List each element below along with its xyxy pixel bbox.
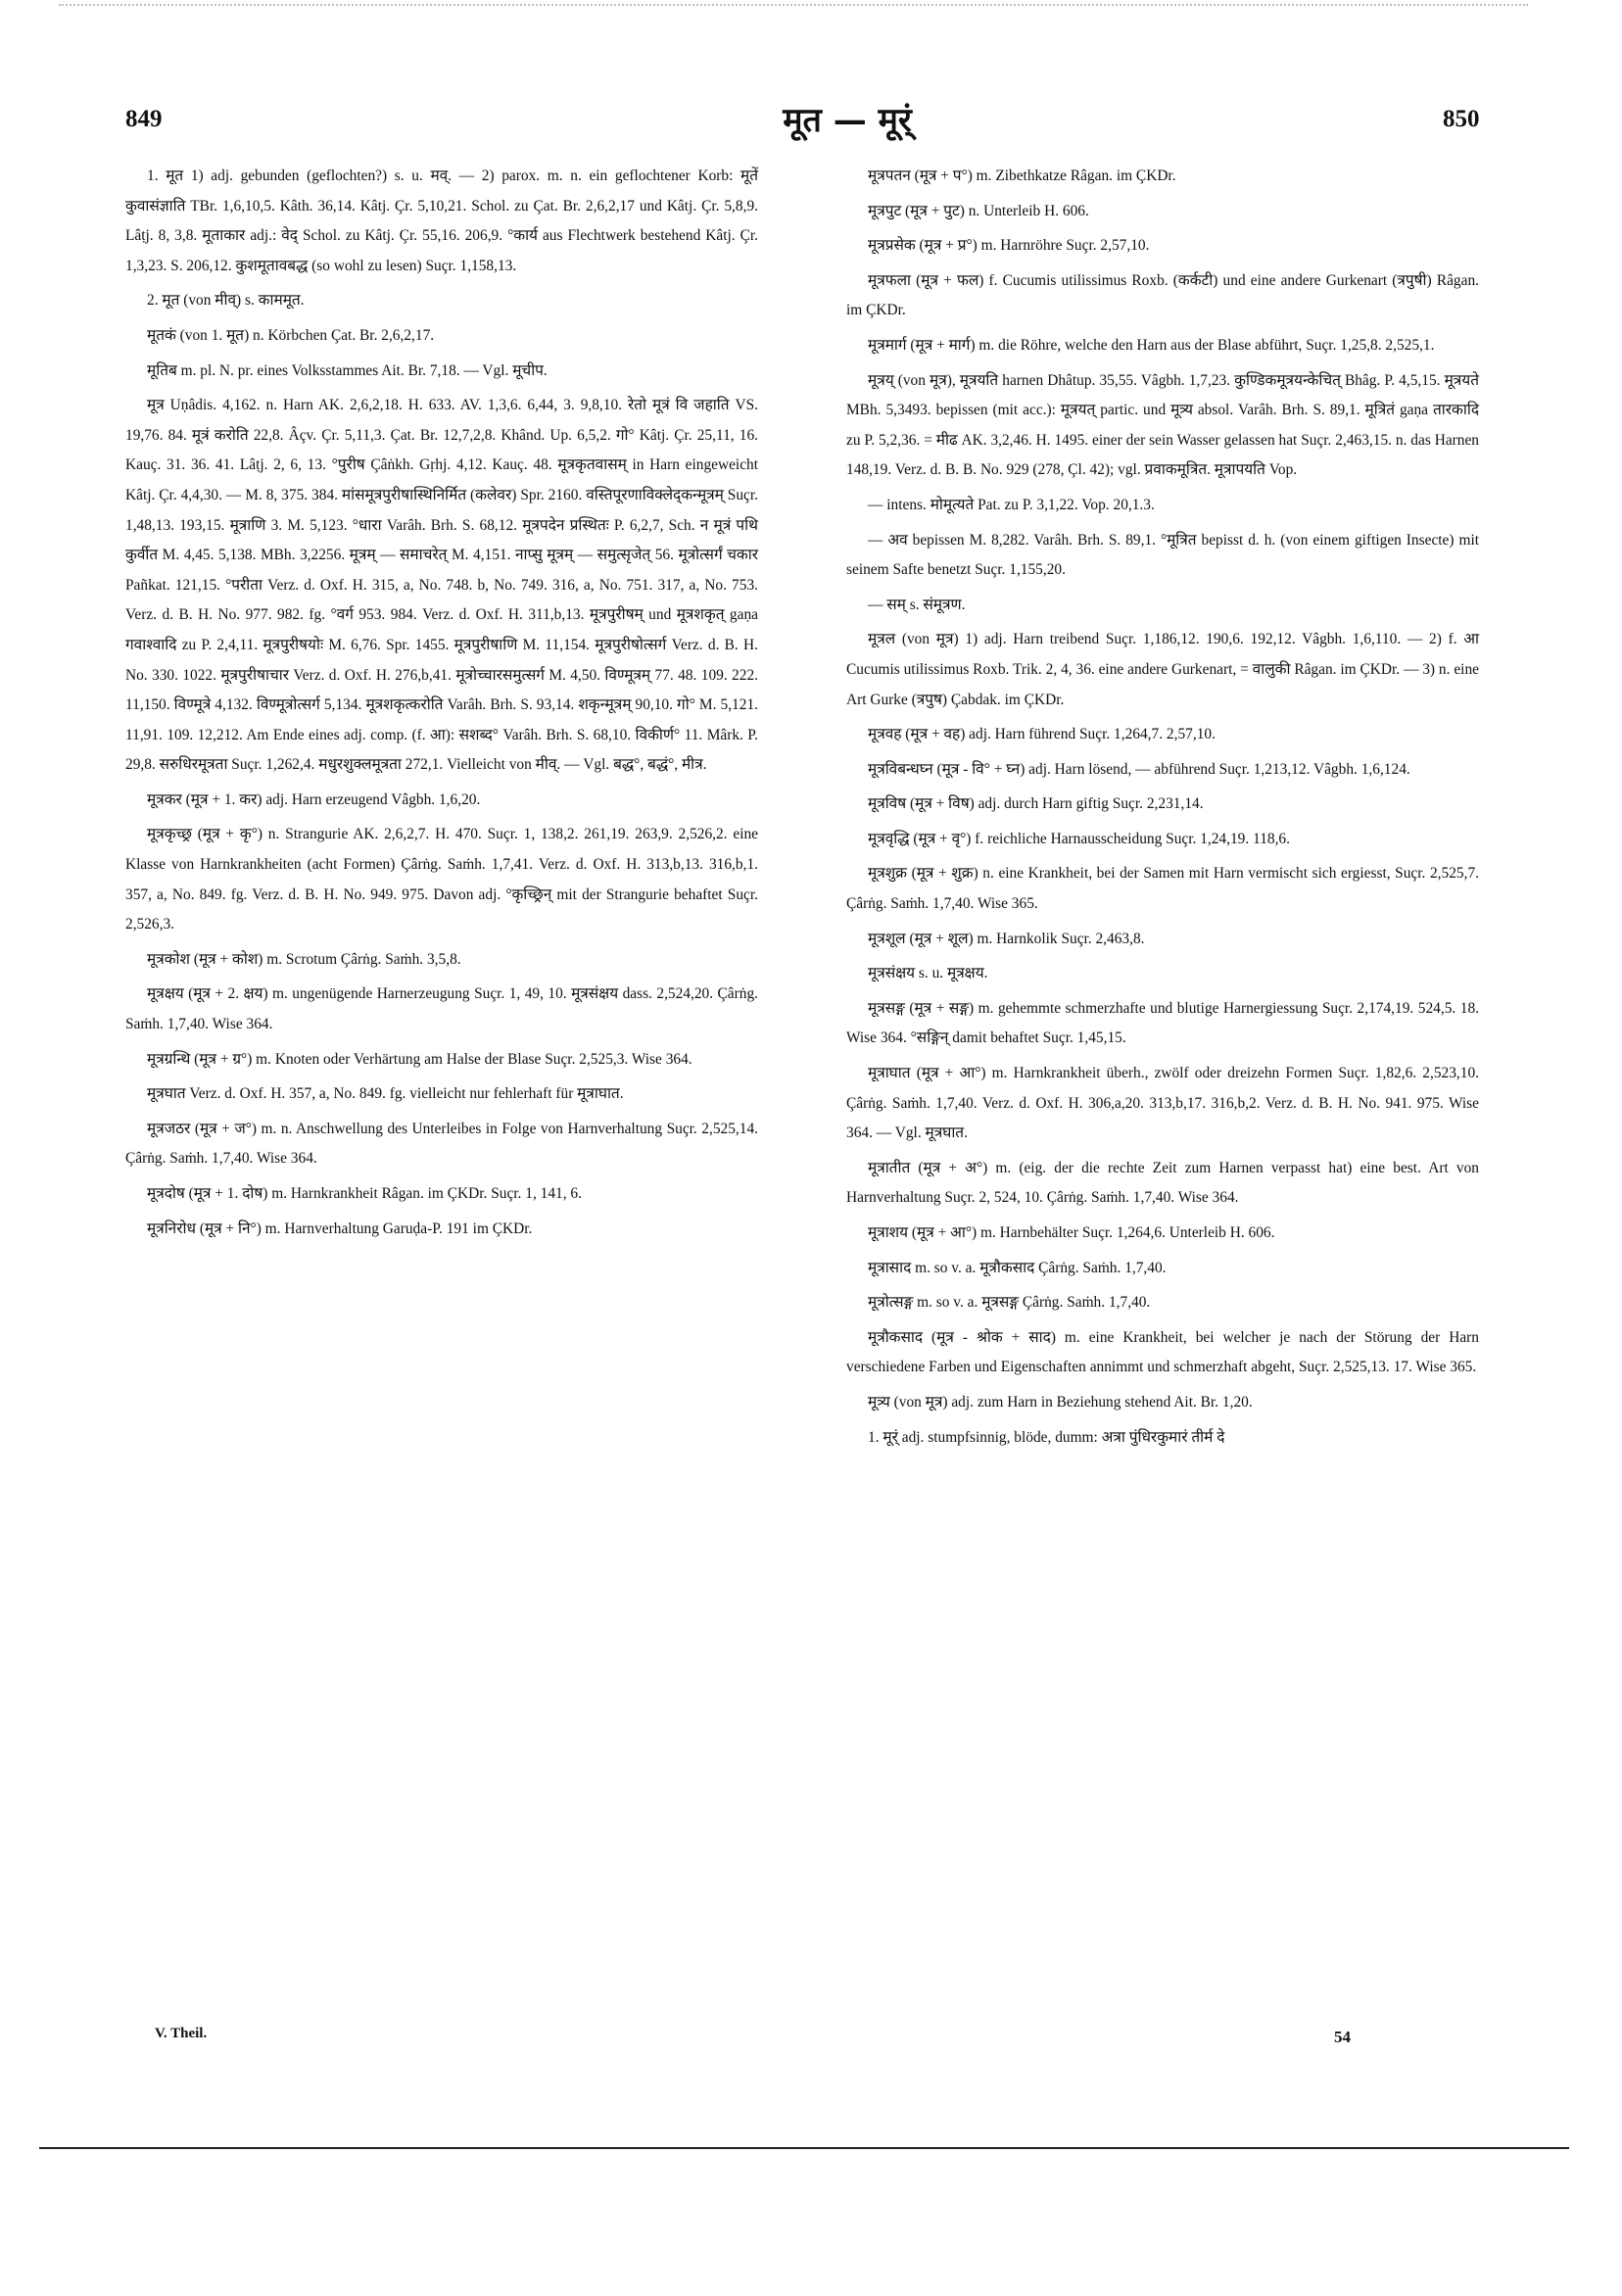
dictionary-entry: मूत्रदोष (मूत्र + 1. दोष) m. Harnkrankheit Râgan. im ÇKDr. Suçr. 1, 141, 6. (147, 1185, 582, 1202)
dictionary-entry: मूत्रशुक्र (मूत्र + शुक्र) n. eine Krankheit, bei der Samen mit Harn vermischt sich ergiesst, Suçr. 2,525,7. Çârṅg. Saṁh. 1,7,40. Wise 365. (846, 865, 1479, 913)
dictionary-entry: — सम् s. संमूत्रण. (868, 596, 966, 613)
dictionary-entry: मूत्रासाद m. so v. a. मूत्रौकसाद Çârṅg. Saṁh. 1,7,40. (868, 1259, 1167, 1276)
left-column (125, 162, 758, 1244)
bottom-rule (39, 2147, 1569, 2149)
dictionary-entry: मूत्राशय (मूत्र + आ°) m. Harnbehälter Suçr. 1,264,6. Unterleib H. 606. (868, 1224, 1275, 1241)
dictionary-entry: मूतिब m. pl. N. pr. eines Volksstammes Ait. Br. 7,18. — Vgl. मूचीप. (147, 361, 548, 379)
dictionary-entry: मूत्रय् (von मूत्र), मूत्रयति harnen Dhâtup. 35,55. Vâgbh. 1,7,23. कुण्डिकमूत्रयन्केचित् Bhâg. P. 4,5,15. मूत्रयते MBh. 5,3493. bepissen (mit acc.): मूत्रयत् partic. und मूत्र्य absol. Varâh. Brh. S. 89,1. मूत्रितं gaṇa तारकादि zu P. 5,2,36. = मीढ AK. 3,2,46. H. 1495. einer der sein Wasser gelassen hat Suçr. 2,463,15. n. das Harnen 148,19. Verz. d. B. B. No. 929 (278, Çl. 42); vgl. प्रवाकमूत्रित. मूत्रापयति Vop. (846, 371, 1479, 479)
dictionary-entry: मूत्रौकसाद (मूत्र - श्रोक + साद) m. eine Krankheit, bei welcher je nach der Störung der Harn verschiedene Farben und Eigenschaften annimmt und schmerzhaft abgeht, Suçr. 2,525,13. 17. Wise 365. (846, 1328, 1479, 1376)
dictionary-entry: मूत्रपुट (मूत्र + पुट) n. Unterleib H. 606. (868, 202, 1089, 219)
dictionary-entry: मूत्रक्षय (मूत्र + 2. क्षय) m. ungenügende Harnerzeugung Suçr. 1, 49, 10. मूत्रसंक्षय dass. 2,524,20. Çârṅg. Saṁh. 1,7,40. Wise 364. (125, 985, 758, 1033)
left-page-number: 849 (125, 106, 163, 132)
dictionary-entry: मूत्रसंक्षय s. u. मूत्रक्षय. (868, 965, 988, 982)
dictionary-entry: मूत्रफला (मूत्र + फल) f. Cucumis utilissimus Roxb. (कर्कटी) und eine andere Gurkenart (त्रपुषी) Râgan. im ÇKDr. (846, 271, 1479, 319)
dictionary-entry: मूतकं (von 1. मूत) n. Körbchen Çat. Br. 2,6,2,17. (147, 326, 435, 344)
right-page-number: 850 (1443, 106, 1480, 132)
scan-edge-artifact (59, 4, 1528, 6)
dictionary-entry: 2. मूत (von मीव्) s. काममूत. (147, 292, 305, 310)
dictionary-entry: मूत्रवृद्धि (मूत्र + वृ°) f. reichliche Harnausscheidung Suçr. 1,24,19. 118,6. (868, 830, 1290, 847)
right-column (846, 162, 1479, 1453)
dictionary-entry: मूत्रकर (मूत्र + 1. कर) adj. Harn erzeugend Vâgbh. 1,6,20. (147, 790, 481, 808)
signature-mark: 54 (1334, 2028, 1351, 2046)
dictionary-entry: मूत्रकोश (मूत्र + कोश) m. Scrotum Çârṅg. Saṁh. 3,5,8. (147, 950, 461, 968)
volume-mark: V. Theil. (155, 2026, 208, 2041)
dictionary-entry: मूत्रविष (मूत्र + विष) adj. durch Harn giftig Suçr. 2,231,14. (868, 795, 1204, 813)
running-title: मूत — मूर्ं (783, 101, 912, 140)
dictionary-entry: मूत्रविबन्धघ्न (मूत्र - वि° + घ्न) adj. Harn lösend, — abführend Suçr. 1,213,12. Vâgbh. 1,6,124. (868, 760, 1410, 778)
dictionary-entry: मूत्रग्रन्थि (मूत्र + ग्र°) m. Knoten oder Verhärtung am Halse der Blase Suçr. 2,525,3. Wise 364. (147, 1050, 692, 1068)
dictionary-entry: — अव bepissen M. 8,282. Varâh. Brh. S. 89,1. °मूत्रित bepisst d. h. (von einem giftigen Insecte) mit seinem Safte benetzt Suçr. 1,155,20. (846, 531, 1479, 579)
dictionary-entry: मूत्रोत्सङ्ग m. so v. a. मूत्रसङ्ग Çârṅg. Saṁh. 1,7,40. (868, 1294, 1151, 1312)
dictionary-entry: मूत्रपतन (मूत्र + प°) m. Zibethkatze Râgan. im ÇKDr. (868, 167, 1176, 184)
dictionary-entry: मूत्रमार्ग (मूत्र + मार्ग) m. die Röhre, welche den Harn aus der Blase abführt, Suçr. 1,25,8. 2,525,1. (868, 336, 1435, 354)
dictionary-entry: मूत्रकृच्छ्र (मूत्र + कृ°) n. Strangurie AK. 2,6,2,7. H. 470. Suçr. 1, 138,2. 261,19. 263,9. 2,526,2. eine Klasse von Harnkrankheiten (acht Formen) Çârṅg. Saṁh. 1,7,41. Verz. d. Oxf. H. 313,b,13. 316,b,1. 357, a, No. 849. fg. Verz. d. B. H. No. 949. 975. Davon adj. °कृच्छ्रिन् mit der Strangurie behaftet Suçr. 2,526,3. (125, 826, 758, 933)
dictionary-entry: मूत्रनिरोध (मूत्र + नि°) m. Harnverhaltung Garuḍa-P. 191 im ÇKDr. (147, 1220, 533, 1237)
dictionary-entry: मूत्रसङ्ग (मूत्र + सङ्ग) m. gehemmte schmerzhafte und blutige Harnergiessung Suçr. 2,174,19. 524,5. 18. Wise 364. °सङ्गिन् damit behaftet Suçr. 1,45,15. (846, 999, 1479, 1047)
dictionary-entry: मूत्रजठर (मूत्र + ज°) m. n. Anschwellung des Unterleibes in Folge von Harnverhaltung Suçr. 2,525,14. Çârṅg. Saṁh. 1,7,40. Wise 364. (125, 1120, 758, 1168)
dictionary-entry: मूत्रघात Verz. d. Oxf. H. 357, a, No. 849. fg. vielleicht nur fehlerhaft für मूत्राघात. (147, 1085, 624, 1103)
dictionary-entry: मूत्र Uṇâdis. 4,162. n. Harn AK. 2,6,2,18. H. 633. AV. 1,3,6. 6,44, 3. 9,8,10. रेतो मूत्रं वि जहाति VS. 19,76. 84. मूत्रं करोति 22,8. Âçv. Çr. 5,11,3. Çat. Br. 12,7,2,8. Khând. Up. 6,5,2. गो° Kâtj. Çr. 25,11, 16. Kauç. 31. 36. 41. Lâṭj. 2, 6, 13. °पुरीष Çâṅkh. Gṛhj. 4,12. Kauç. 48. मूत्रकृतवासम् in Harn eingeweicht Kâtj. Çr. 4,4,30. — M. 8, 375. 384. मांसमूत्रपुरीषास्थिनिर्मित (कलेवर) Spr. 2160. वस्तिपूरणाविक्लेद्कन्मूत्रम् Suçr. 1,48,13. 193,15. मूत्राणि 3. M. 5,123. °धारा Varâh. Brh. S. 68,12. मूत्रपदेन प्रस्थितः P. 6,2,7, Sch. न मूत्रं पथि कुर्वीत M. 4,45. 5,138. MBh. 3,2256. मूत्रम् — समाचरेत् M. 4,151. नाप्सु मूत्रम् — समुत्सृजेत् 56. मूत्रोत्सर्गं चकार Pañkat. 121,15. °परीता Verz. d. Oxf. H. 315, a, No. 748. b, No. 749. 316, a, No. 751. 317, a, No. 753. Verz. d. B. H. No. 977. 982. fg. °वर्ग 953. 984. Verz. d. Oxf. H. 311,b,13. मूत्रपुरीषम् und मूत्रशकृत् gaṇa गवाश्वादि zu P. 2,4,11. मूत्रपुरीषयोः M. 6,76. Spr. 1455. मूत्रपुरीषाणि M. 11,154. मूत्रपुरीषोत्सर्ग Verz. d. B. H. No. 330. 1022. मूत्रपुरीषाचार Verz. d. Oxf. H. 276,b,41. मूत्रोच्चारसमुत्सर्ग M. 4,50. विण्मूत्रम् 77. 48. 109. 222. 11,150. विण्मूत्रे 4,132. विण्मूत्रोत्सर्ग 5,134. मूत्रशकृत्करोति Varâh. Brh. S. 93,14. शकृन्मूत्रम् 90,10. गो° M. 5,121. 11,91. 109. 12,212. Am Ende eines adj. comp. (f. आ): सशब्द° Varâh. Brh. S. 68,10. विकीर्ण° 11. Mârk. P. 29,8. सरुधिरमूत्रता Suçr. 1,262,4. मधुरशुक्लमूत्रता 272,1. Vielleicht von मीव्. — Vgl. बद्ध°, बद्धं°, मीत्र. (125, 397, 758, 774)
dictionary-entry: मूत्र्य (von मूत्र) adj. zum Harn in Beziehung stehend Ait. Br. 1,20. (868, 1393, 1253, 1411)
dictionary-entry: मूत्रातीत (मूत्र + अ°) m. (eig. der die rechte Zeit zum Harnen verpasst hat) eine best. Art von Harnverhaltung Suçr. 2, 524, 10. Çârṅg. Saṁh. 1,7,40. Wise 364. (846, 1159, 1479, 1207)
dictionary-entry: — intens. मोमूत्यते Pat. zu P. 3,1,22. Vop. 20,1.3. (868, 496, 1155, 513)
dictionary-entry: मूत्रप्रसेक (मूत्र + प्र°) m. Harnröhre Suçr. 2,57,10. (868, 237, 1150, 255)
dictionary-entry: 1. मूत 1) adj. gebunden (geflochten?) s. u. मव्. — 2) parox. m. n. ein geflochtener Korb: मूतें कुवासंज्ञाति TBr. 1,6,10,5. Kâth. 36,14. Kâtj. Çr. 5,10,21. Schol. zu Çat. Br. 2,6,2,17 und Kâtj. Çr. 5,8,9. Lâṭj. 8, 3,8. मूताकार adj.: वेद् Schol. zu Kâtj. Çr. 55,16. 206,9. °कार्य aus Flechtwerk bestehend Kâtj. Çr. 1,3,23. S. 206,12. कुशमूतावबद्ध (so wohl zu lesen) Suçr. 1,158,13. (125, 167, 758, 274)
dictionary-entry: मूत्रल (von मूत्र) 1) adj. Harn treibend Suçr. 1,186,12. 190,6. 192,12. Vâgbh. 1,6,110. — 2) f. आ Cucumis utilissimus Roxb. Trik. 2, 4, 36. eine andere Gurkenart, = वालुकी Râgan. im ÇKDr. — 3) n. eine Art Gurke (त्रपुष) Çabdak. im ÇKDr. (846, 631, 1479, 708)
dictionary-entry: मूत्रशूल (मूत्र + शूल) m. Harnkolik Suçr. 2,463,8. (868, 930, 1145, 947)
dictionary-entry: मूत्रवह (मूत्र + वह) adj. Harn führend Suçr. 1,264,7. 2,57,10. (868, 726, 1216, 743)
dictionary-entry: 1. मूर्ं adj. stumpfsinnig, blöde, dumm: अत्रा पुंधिरकुमारं तीर्म दे (868, 1428, 1225, 1446)
dictionary-entry: मूत्राघात (मूत्र + आ°) m. Harnkrankheit überh., zwölf oder dreizehn Formen Suçr. 1,82,6. 2,523,10. Çârṅg. Saṁh. 1,7,40. Verz. d. Oxf. H. 306,a,20. 313,b,17. 316,b,2. Verz. d. B. H. No. 941. 975. Wise 364. — Vgl. मूत्रघात. (846, 1065, 1479, 1142)
